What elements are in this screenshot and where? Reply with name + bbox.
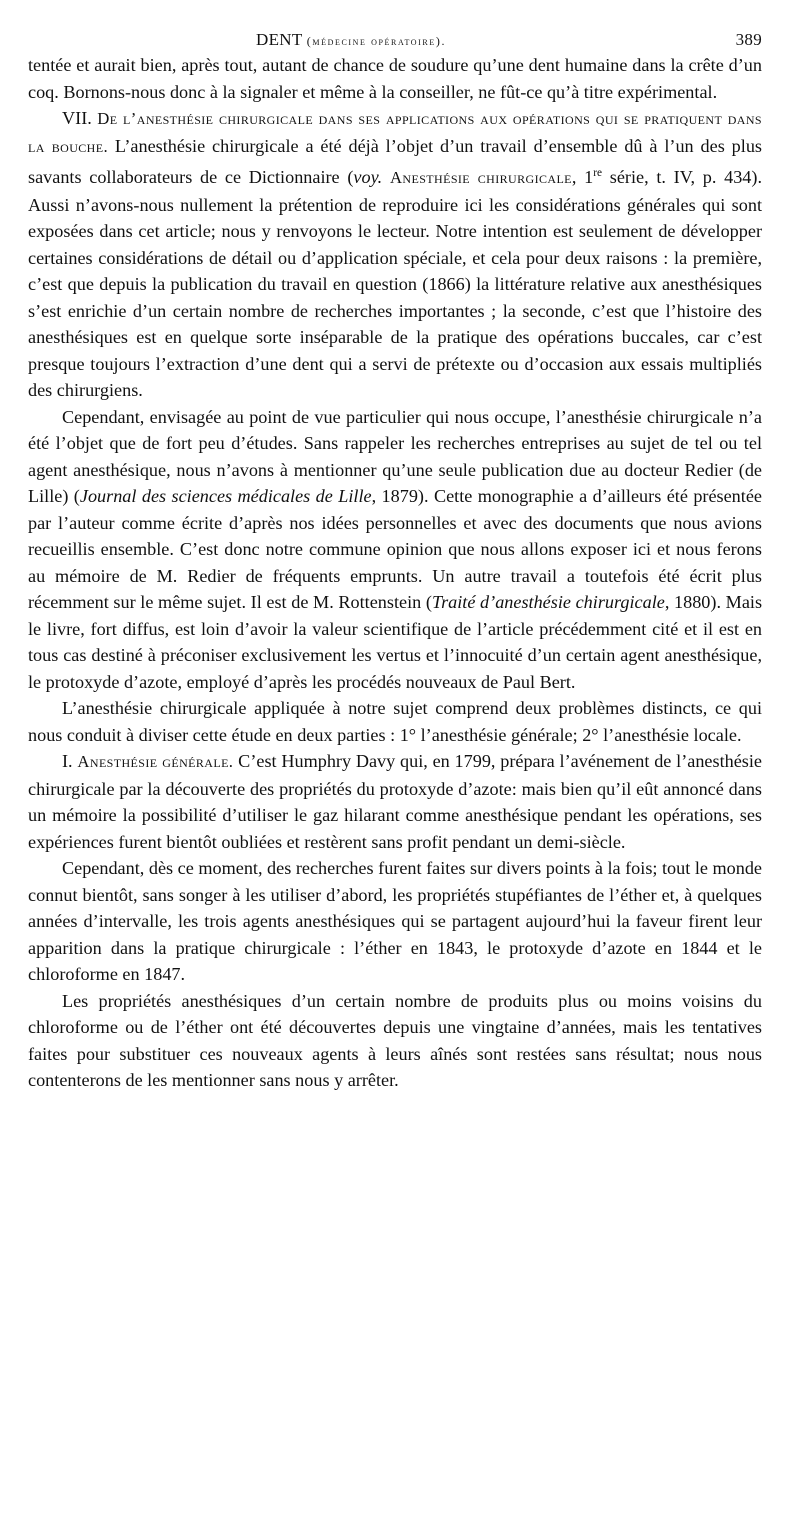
book-page (28, 22, 762, 1094)
paragraph-p1 (28, 52, 762, 105)
text-run: Traité d’anesthésie chirurgicale (431, 592, 665, 613)
text-run: , 1879). Cette monographie a d’ailleurs été présentée par l’auteur comme écrite d’après nos idées personnelles et avec des documents que nous avions recueillis ensemble. C’est donc notre commune opinion que nous allons exposer ici et nous ferons au mémoire de M. Redier de fréquents emprunts. Un autre travail a toutefois été écrit plus récemment sur le même sujet. Il est de M. Rottenstein ( (28, 486, 762, 613)
running-title-main: DENT (256, 30, 303, 49)
page-number: 389 (735, 30, 762, 49)
text-run (382, 167, 390, 187)
text-run: VII. (62, 108, 98, 128)
text-run: tentée et aurait bien, après tout, autant de chance de soudure qu’une dent humaine dans la crête d’un coq. Bornons-nous donc à la signaler et même à la conseiller, ne fût-ce qu’à titre expérimental. (28, 55, 762, 102)
text-run: I. (62, 751, 78, 772)
text-run: Anesthésie chirurgicale (389, 168, 572, 188)
text-run: C’est Humphry Davy qui, en 1799, prépara l’avénement de l’anesthésie chirurgicale par la découverte des propriétés du protoxyde d’azote: mais bien qu’il eût annoncé dans un mémoire la possibilité d’utiliser le gaz hilarant comme anesthésique pendant les opérations, ses expériences furent bientôt oubliées et restèrent sans profit pendant un demi-siècle. (28, 751, 762, 852)
text-run: Cependant, envisagée au point de vue particulier qui nous occupe, l’anesthésie chirurgicale n’a été l’objet que de fort peu d’études. Sans rappeler les recherches entreprises au sujet de tel ou tel agent anesthésique, nous n’avons à mentionner qu’une seule publication due au docteur Redier (de Lille) ( (28, 406, 762, 507)
text-run: Les propriétés anesthésiques d’un certain nombre de produits plus ou moins voisins du chloroforme ou de l’éther ont été découvertes depuis une vingtaine d’années, mais les tentatives faites pour substituer ces nouveaux agents à leurs aînés sont restées sans résultat; nous nous contenterons de les mentionner sans nous y arrêter. (28, 990, 762, 1091)
text-run: , 1 (571, 167, 594, 188)
paragraph-p7 (28, 988, 762, 1094)
text-run: L’anesthésie chirurgicale appliquée à notre sujet comprend deux problèmes distincts, ce qui nous conduit à diviser cette étude en deux parties : 1° l’anesthésie générale; 2° l’anesthésie locale. (28, 698, 762, 745)
paragraph-p6 (28, 855, 762, 988)
text-run: série, t. IV, p. 434). Aussi n’avons-nous nullement la prétention de reproduire ici les considérations générales qui sont exposées dans cet article; nous y renvoyons le lecteur. Notre intention est seulement de développer certaines considérations de détail ou d’application spéciale, et cela pour deux raisons : la première, c’est que depuis la publication du travail en question (1866) la littérature relative aux anesthésiques s’est enrichie d’un certain nombre de recherches importantes ; la seconde, c’est que l’histoire des anesthésiques est en quelque sorte inséparable de la pratique des opérations buccales, car c’est presque toujours l’extraction d’une dent qui a servi de prétexte ou d’occasion aux essais multipliés des chirurgiens. (28, 167, 763, 401)
paragraph-p4 (28, 695, 762, 748)
running-title (256, 30, 446, 50)
text-run: De l’anesthésie chirurgicale dans ses applications aux opérations qui se pratiquent dans la bouche. (28, 109, 763, 156)
running-title-sub: (médecine opératoire). (306, 34, 447, 48)
text-run: Journal des sciences médicales de Lille (79, 486, 372, 507)
running-header (28, 22, 762, 52)
text-run: , 1880). Mais le livre, fort diffus, est loin d’avoir la valeur scientifique de l’article précédemment cité et il est en tous cas destiné à préconiser exclusivement les vertus et l’innocuité d’un certain agent anesthésique, le protoxyde d’azote, employé d’après les procédés nouveaux de Paul Bert. (28, 592, 763, 692)
text-run: L’anesthésie chirurgicale a été déjà l’objet d’un travail d’ensemble dû à l’un des plus savants collaborateurs de ce Dictionnaire ( (28, 135, 762, 188)
paragraph-p2 (28, 105, 762, 404)
text-run: Anesthésie générale. (77, 752, 234, 772)
paragraph-p3 (28, 404, 762, 696)
text-run: Cependant, dès ce moment, des recherches furent faites sur divers points à la fois; tout le monde connut bientôt, sans songer à les utiliser d’abord, les propriétés stupéfiantes de l’éther et, à quelques années d’intervalle, les trois agents anesthésiques qui se partagent aujourd’hui la faveur firent leur apparition dans la pratique chirurgicale : l’éther en 1843, le protoxyde d’azote en 1844 et le chloroforme en 1847. (28, 858, 763, 985)
text-run: voy. (353, 167, 383, 188)
page-body (28, 52, 762, 1094)
text-run: re (593, 167, 603, 179)
paragraph-p5 (28, 748, 762, 855)
